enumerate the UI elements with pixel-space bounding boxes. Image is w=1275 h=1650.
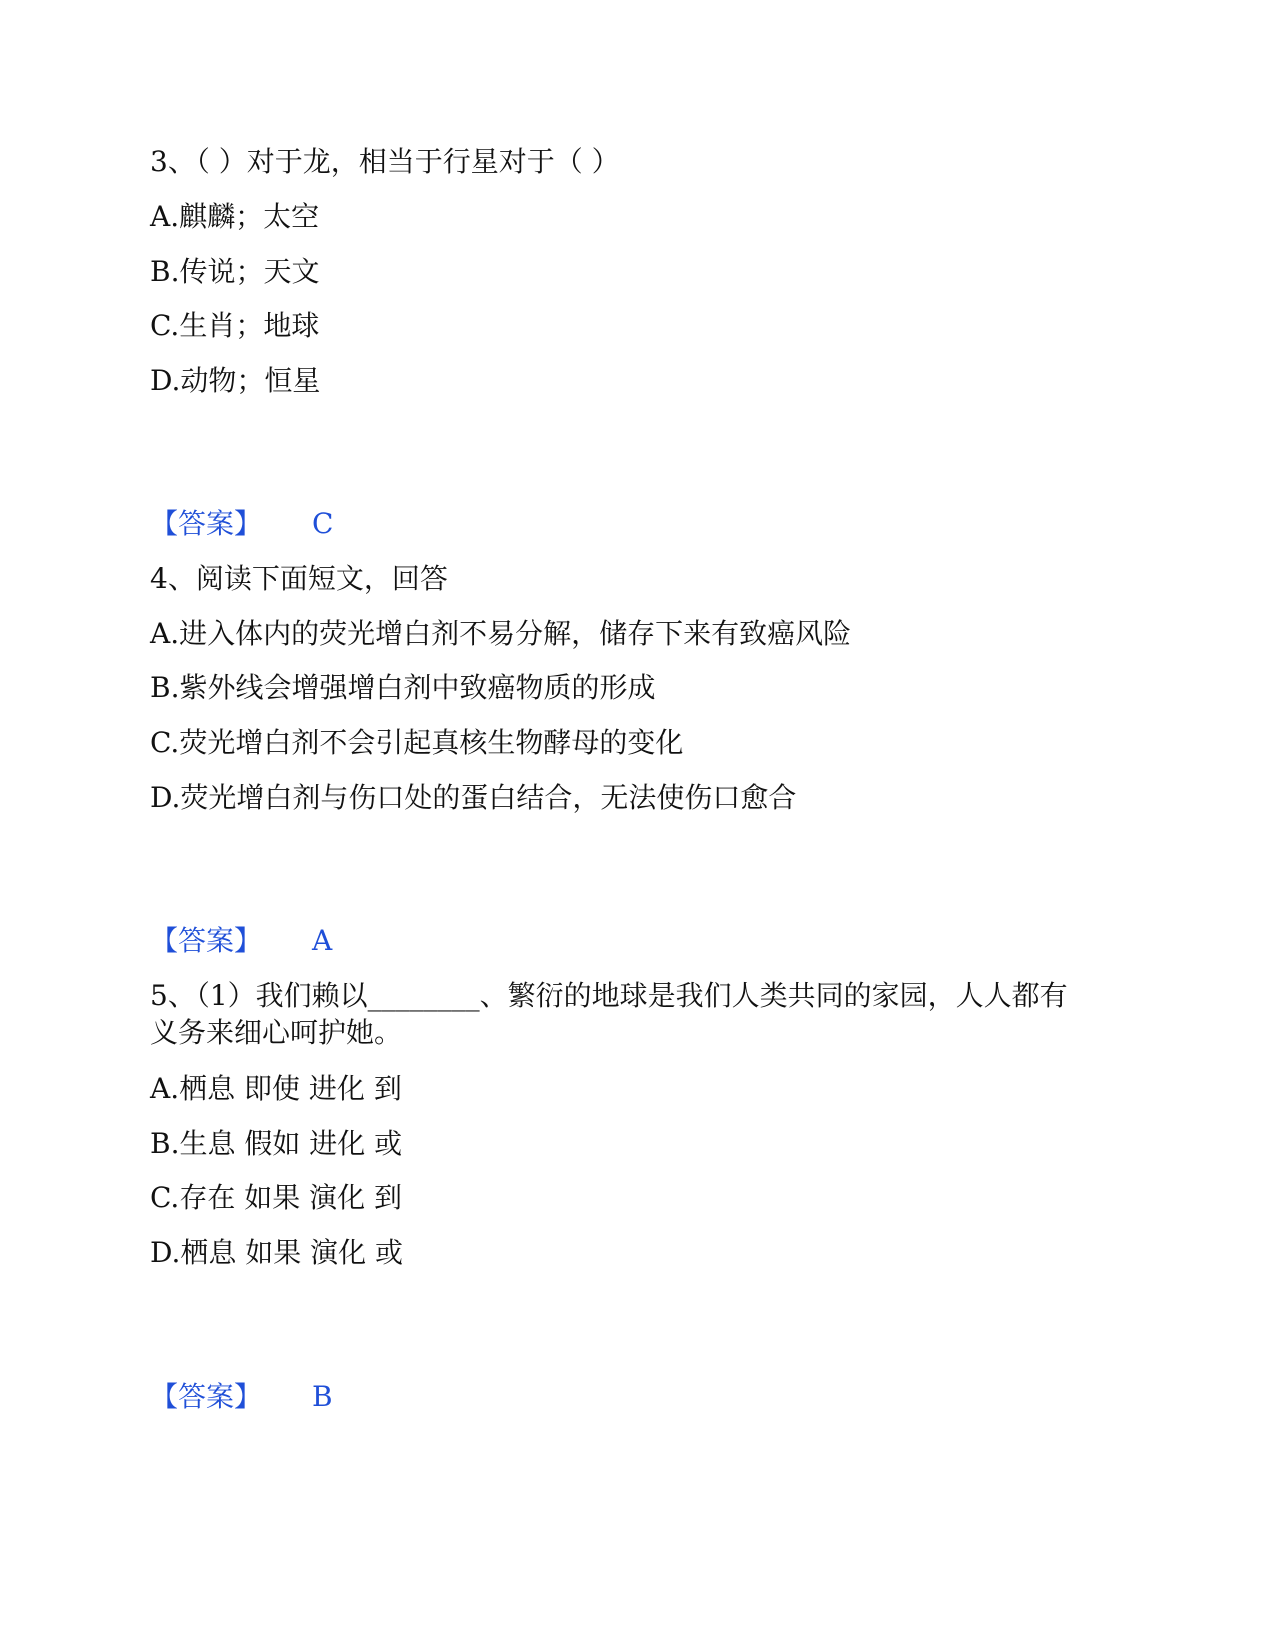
question-4-answer: [150, 924, 332, 958]
question-4-option-c: C.荧光增白剂不会引起真核生物酵母的变化: [150, 726, 684, 759]
question-5-option-c: C.存在 如果 演化 到: [150, 1181, 403, 1214]
question-4-option-d: D.荧光增白剂与伤口处的蛋白结合，无法使伤口愈合: [150, 781, 797, 814]
question-5-stem-continued: 义务来细心呵护她。: [150, 1016, 403, 1049]
question-3-option-d: D.动物；恒星: [150, 364, 321, 397]
answer-value: B: [312, 1380, 333, 1413]
question-4-stem: 4、阅读下面短文，回答: [150, 562, 448, 595]
question-5-option-d: D.栖息 如果 演化 或: [150, 1236, 404, 1269]
question-5-option-b: B.生息 假如 进化 或: [150, 1127, 403, 1160]
answer-value: C: [312, 507, 334, 540]
answer-label: 【答案】: [150, 1380, 263, 1413]
question-4-option-a: A.进入体内的荧光增白剂不易分解，储存下来有致癌风险: [150, 617, 852, 650]
question-4-option-b: B.紫外线会增强增白剂中致癌物质的形成: [150, 671, 656, 704]
question-3-stem: 3、（ ）对于龙，相当于行星对于（ ）: [150, 145, 620, 178]
answer-label: 【答案】: [150, 924, 263, 957]
question-3-option-c: C.生肖；地球: [150, 309, 320, 342]
answer-value: A: [312, 924, 333, 957]
question-5-option-a: A.栖息 即使 进化 到: [150, 1072, 402, 1105]
question-5-answer: [150, 1380, 333, 1414]
question-3-answer: [150, 507, 333, 541]
answer-label: 【答案】: [150, 507, 263, 540]
question-3-option-b: B.传说；天文: [150, 255, 320, 288]
question-5-stem: 5、（1）我们赖以________、繁衍的地球是我们人类共同的家园，人人都有: [150, 979, 1068, 1012]
question-3-option-a: A.麒麟；太空: [150, 200, 320, 233]
